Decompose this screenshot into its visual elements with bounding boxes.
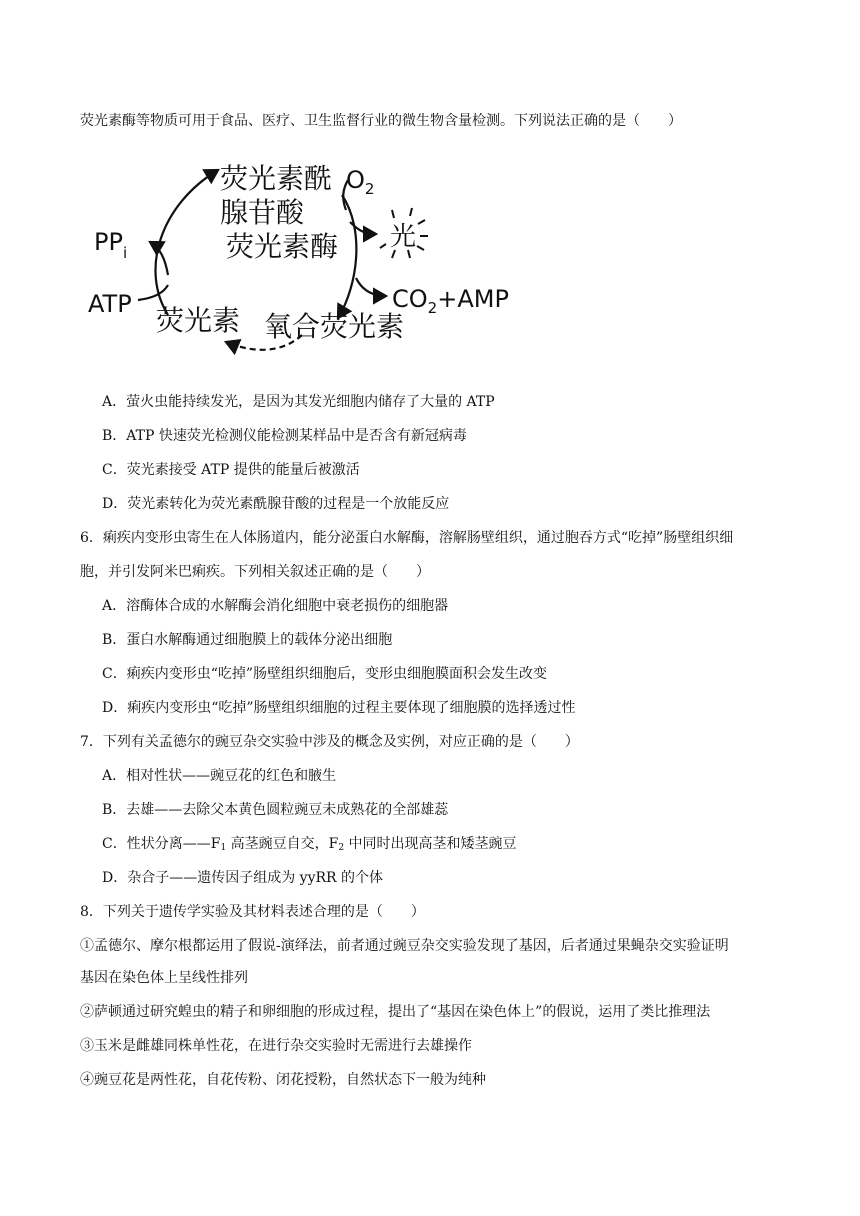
q8-statement-2: ②萨顿通过研究蝗虫的精子和卵细胞的形成过程，提出了“基因在染色体上”的假说，运用了类比推理法 [80, 1004, 711, 1020]
q5-option-d: D．荧光素转化为荧光素酰腺苷酸的过程是一个放能反应 [102, 496, 450, 512]
node-luciferyl-adenylate-line1: 荧光素酰 [220, 162, 333, 195]
node-luciferase: 荧光素酶 [226, 230, 339, 263]
q6-option-b: B．蛋白水解酶通过细胞膜上的载体分泌出细胞 [102, 632, 393, 648]
q7-stem: 7．下列有关孟德尔的豌豆杂交实验中涉及的概念及实例，对应正确的是（ ） [80, 734, 579, 750]
light-label: 光 [390, 222, 417, 252]
o2-label: $O_2$ [346, 166, 375, 198]
q6-option-c: C．痢疾内变形虫“吃掉”肠壁组织细胞后，变形虫细胞膜面积会发生改变 [102, 666, 548, 682]
co2-amp-label: $CO_2+AMP$ [392, 285, 509, 317]
q5-option-a: A．萤火虫能持续发光，是因为其发光细胞内储存了大量的 ATP [102, 394, 495, 410]
node-oxyluciferin: 氧合荧光素 [264, 310, 405, 343]
cycle-arc-right [338, 195, 356, 318]
q8-stem: 8．下列关于遗传学实验及其材料表述合理的是（ ） [80, 904, 425, 920]
node-luciferin: 荧光素 [156, 304, 241, 337]
q7-option-b: B．去雄——去除父本黄色圆粒豌豆未成熟花的全部雄蕊 [102, 802, 449, 818]
q8-statement-1-line2: 基因在染色体上呈线性排列 [80, 970, 248, 986]
q8-statement-4: ④豌豆花是两性花，自花传粉、闭花授粉，自然状态下一般为纯种 [80, 1072, 486, 1088]
node-luciferyl-adenylate-line2: 腺苷酸 [220, 196, 305, 229]
q7-option-c: C．性状分离$——F_1$ 高茎豌豆自交，$F_2$ 中同时出现高茎和矮茎豌豆 [102, 836, 517, 853]
luciferase-reaction-diagram [80, 150, 540, 365]
atp-branch [138, 285, 168, 300]
q8-statement-3: ③玉米是雌雄同株单性花，在进行杂交实验时无需进行去雄操作 [80, 1038, 472, 1054]
q7-option-a: A．相对性状——豌豆花的红色和腋生 [102, 768, 337, 784]
cycle-arc-left [155, 170, 218, 315]
q6-option-d: D．痢疾内变形虫“吃掉”肠壁组织细胞的过程主要体现了细胞膜的选择透过性 [102, 700, 576, 716]
q5-option-b: B．ATP 快速荧光检测仪能检测某样品中是否含有新冠病毒 [102, 428, 467, 444]
atp-label: ATP [88, 290, 132, 318]
co2-branch-arrow [356, 278, 386, 296]
question-intro: 荧光素酶等物质可用于食品、医疗、卫生监督行业的微生物含量检测。下列说法正确的是（ ） [80, 113, 682, 129]
q6-option-a: A．溶酶体合成的水解酶会消化细胞中衰老损伤的细胞器 [102, 598, 449, 614]
q7-option-d: D．杂合子——遗传因子组成为 yyRR 的个体 [102, 870, 384, 886]
q5-option-c: C．荧光素接受 ATP 提供的能量后被激活 [102, 462, 360, 478]
q6-stem-line1: 6．痢疾内变形虫寄生在人体肠道内，能分泌蛋白水解酶，溶解肠壁组织，通过胞吞方式“吃掉”肠壁组织细 [80, 530, 734, 546]
q8-statement-1-line1: ①孟德尔、摩尔根都运用了假说-演绎法，前者通过豌豆杂交实验发现了基因，后者通过果蝇杂交实验证明 [80, 938, 729, 954]
q6-stem-line2: 胞，并引发阿米巴痢疾。下列相关叙述正确的是（ ） [80, 564, 430, 580]
ppi-label: $PP_i$ [94, 228, 128, 262]
